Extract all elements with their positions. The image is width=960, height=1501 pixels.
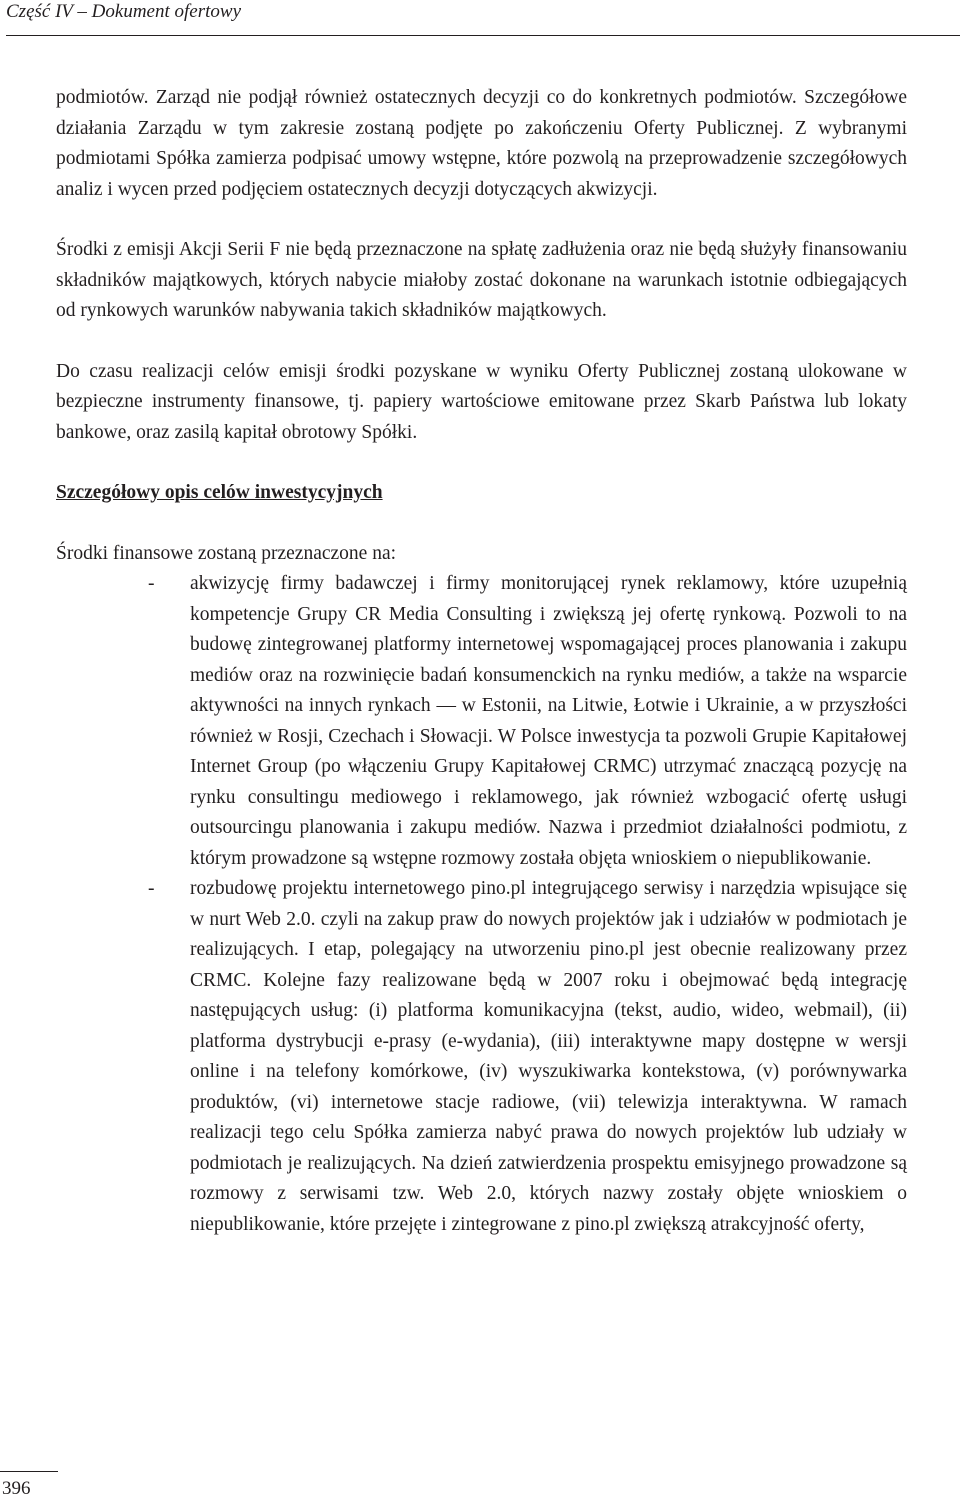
footer-rule <box>0 1471 58 1472</box>
list-item-text: rozbudowę projektu internetowego pino.pl integrującego serwisy i narzędzia wpisujące się w nurt Web 2.0. czyli na zakup praw do nowych projektów jak i udziałów w podmiotach je realizujących. I etap, polegający na utworzeniu pino.pl jest obecnie realizowany przez CRMC. Kolejne fazy realizowane będą w 2007 roku i obejmować będą integrację następujących usług: (i) platforma komunikacyjna (tekst, audio, wideo, webmail), (ii) platforma dystrybucji e-prasy (e-wydania), (iii) interaktywne mapy dostępne w wersji online i na telefony komórkowe, (iv) wyszukiwarka kontekstowa, (v) porównywarka produktów, (vi) internetowe stacje radiowe, (vii) telewizja interaktywna. W ramach realizacji tego celu Spółka zamierza nabyć prawa do nowych projektów lub udziały w podmiotach je realizujących. Na dzień zatwierdzenia prospektu emisyjnego prowadzone są rozmowy z serwisami tzw. Web 2.0, których nazwy zostały objęte wnioskiem o niepublikowanie, które przejęte i zintegrowane z pino.pl zwiększą atrakcyjność oferty, <box>190 878 907 1235</box>
bullet-dash: - <box>148 878 155 899</box>
running-header <box>6 0 960 36</box>
paragraph-interim-investment: Do czasu realizacji celów emisji środki pozyskane w wyniku Oferty Publicznej zostaną ulokowane w bezpieczne instrumenty finansowe, tj. papiery wartościowe emitowane przez Skarb Państwa lub lokaty bankowe, oraz zasilą kapitał obrotowy Spółki. <box>56 360 907 443</box>
list-item-text: akwizycję firmy badawczej i firmy monitorującej rynek reklamowy, które uzupełnią kompetencje Grupy CR Media Consulting i zwiększą jej ofertę rynkową. Pozwoli to na budowę zintegrowanej platformy internetowej wspomagającej proces planowania i zakupu mediów oraz na rozwinięcie badań konsumenckich na rynku mediów, a także na wsparcie aktywności na innych rynkach — w Estonii, na Litwie, Łotwie i Ukrainie, a w przyszłości również w Rosji, Czechach i Słowacji. W Polsce inwestycja ta pozwoli Grupie Kapitałowej Internet Group (po włączeniu Grupy Kapitałowej CRMC) utrzymać znaczącą pozycję na rynku consultingu mediowego i reklamowego, jak również wzbogacić ofertę usługi outsourcingu planowania i zakupu mediów. Nazwa i przedmiot działalności podmiotu, z którym prowadzone są wstępne rozmowy została objęta wnioskiem o niepublikowanie. <box>190 573 907 869</box>
header-part: Część IV <box>6 1 73 22</box>
page-number: 396 <box>2 1478 31 1499</box>
paragraph-funds-restriction: Środki z emisji Akcji Serii F nie będą przeznaczone na spłatę zadłużenia oraz nie będą służyły finansowaniu składników majątkowych, których nabycie miałoby zostać dokonane na warunkach istotnie odbiegających od rynkowych warunków nabywania takich składników majątkowych. <box>56 239 907 321</box>
header-title: Dokument ofertowy <box>91 1 241 22</box>
document-body <box>56 83 907 1240</box>
list-item <box>56 569 907 874</box>
bullet-dash: - <box>148 573 155 594</box>
section-intro: Środki finansowe zostaną przeznaczone na: <box>56 542 397 564</box>
section-heading: Szczegółowy opis celów inwestycyjnych <box>56 482 383 503</box>
investment-goals-list <box>56 569 907 1240</box>
list-item <box>56 874 907 1240</box>
paragraph-continuation: podmiotów. Zarząd nie podjął również ostatecznych decyzji co do konkretnych podmiotów. Szczegółowe działania Zarządu w tym zakresie zostaną podjęte po zakończeniu Oferty Publicznej. Z wybranymi podmiotami Spółka zamierza podpisać umowy wstępne, które pozwolą na przeprowadzenie szczegółowych analiz i wycen przed podjęciem ostatecznych decyzji dotyczących akwizycji. <box>56 87 907 200</box>
header-separator: – <box>77 1 87 22</box>
